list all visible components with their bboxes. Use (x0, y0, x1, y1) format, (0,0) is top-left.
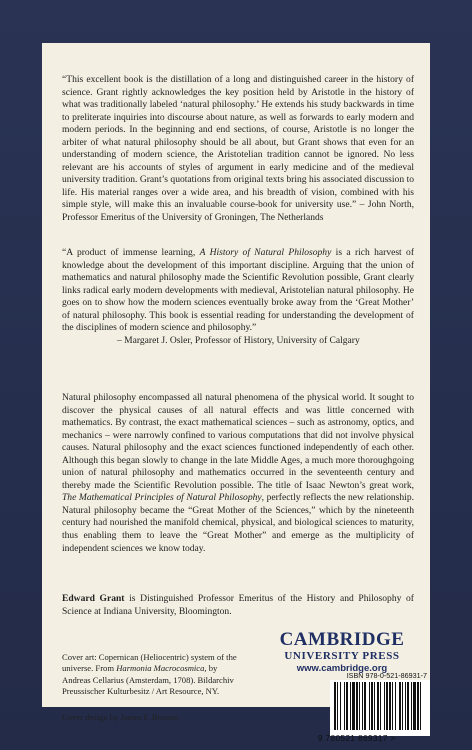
cover-art-credit (62, 652, 237, 698)
author-bio (62, 593, 414, 618)
barcode-bar (395, 682, 396, 730)
barcode-number: 9 780521 869317 > (318, 734, 396, 743)
publisher-sub: UNIVERSITY PRESS (284, 650, 400, 662)
quote-osler-attribution: – Margaret J. Osler, Professor of History, University of Calgary (117, 334, 360, 346)
barcode-bar (334, 682, 336, 730)
description-part2: , perfectly reflects the new relationship. Natural philosophy became the “Great Mother of the Sciences,” which by the nineteenth century had nourished the manifold chemical, physical, and biological sciences to maturity, thus enabling them to leave the “Great Mother” and emerge as the multiplicity of independent sciences we know today. (62, 492, 414, 554)
review-quote-osler (62, 247, 414, 347)
barcode-bar (350, 682, 351, 730)
barcode-bar (384, 682, 385, 730)
author-bio-paragraph (62, 593, 414, 618)
quote-osler-text (62, 247, 414, 335)
barcode-bar (380, 682, 381, 730)
barcode-bar (399, 682, 401, 730)
barcode-bar (344, 682, 345, 730)
cover-art-part1: Cover art: Copernican (Heliocentric) system of the universe. From (62, 652, 237, 674)
barcode-bar (371, 682, 373, 730)
publisher-url: www.cambridge.org (296, 663, 388, 674)
publisher-logo (262, 630, 422, 675)
barcode-bar (413, 682, 416, 730)
newton-work-title: The Mathematical Principles of Natural Philosophy (62, 492, 262, 504)
description-paragraph (62, 392, 414, 555)
barcode-bar (340, 682, 341, 730)
barcode-bar (405, 682, 406, 730)
barcode-bar (362, 682, 363, 730)
barcode-bar (337, 682, 338, 730)
isbn-label: ISBN 978-0-521-86931-7 (346, 671, 427, 680)
barcode-bar (369, 682, 370, 730)
cover-art-title: Harmonia Macrocosmica (116, 663, 205, 674)
review-quote-north (62, 74, 414, 225)
barcode-bar (407, 682, 409, 730)
barcode-bar (386, 682, 388, 730)
barcode-bar (359, 682, 360, 730)
publisher-name: CAMBRIDGE (279, 629, 405, 650)
description-part1: Natural philosophy encompassed all natural phenomena of the physical world. It sought to discover the physical causes of all natural effects and was little concerned with mathematics. By contrast, the exact mathematical sciences – such as astronomy, optics, and mechanics – were narrowly confined to various computations that did not involve physical causes. Natural philosophy and the exact sciences functioned independently of each other. Although this began slowly to change in the late Middle Ages, a much more thoroughgoing union of natural philosophy and mathematics occurred in the seventeenth century and thereby made the Scientific Revolution possible. The title of Isaac Newton’s great work, (62, 392, 414, 491)
barcode-bar (417, 682, 419, 730)
cover-design-credit: Cover design by James F. Brisson (62, 712, 179, 722)
cover-art-part2: , by Andreas Cellarius (Amsterdam, 1708). Bildarchiv Preussischer Kulturbesitz / Art Resource, NY. (62, 663, 234, 697)
quote-north-text: “This excellent book is the distillation of a long and distinguished career in the history of science. Grant rightly acknowledges the key position held by Aristotle in the history of what was traditionally labeled ‘natural philosophy.’ He extends his study backwards in time to preliterate inquiries into discourse about nature, as well as forwards to early modern and modern periods. In the beginning and end sections, of course, Aristotle is no longer the arbiter of what natural philosophy should be all about, but Grant shows that even for an understanding of modern science, the Aristotelian tradition cannot be ignored. No less relevant are his accounts of styles of argument in early medicine and of the medieval university tradition. Grant’s quotations from original texts bring his associated discussion to life. His material ranges over a wide area, and his breadth of vision, combined with his simple style, will make this an invaluable course-book for university use.” – John North, Professor Emeritus of the University of Groningen, The Netherlands (62, 74, 414, 224)
barcode-bar (411, 682, 412, 730)
quote-osler-before: “A product of immense learning, (62, 247, 200, 258)
barcode-bar (346, 682, 348, 730)
barcode (330, 680, 430, 736)
barcode-bar (392, 682, 393, 730)
barcode-bar (352, 682, 355, 730)
barcode-bar (374, 682, 375, 730)
barcode-bars (330, 680, 430, 732)
book-description (62, 392, 414, 555)
barcode-bar (402, 682, 403, 730)
author-name: Edward Grant (62, 593, 125, 604)
barcode-bar (364, 682, 366, 730)
barcode-bar (420, 682, 421, 730)
barcode-bar (356, 682, 358, 730)
barcode-bar (377, 682, 379, 730)
author-bio-text: is Distinguished Professor Emeritus of the History and Philosophy of Science at Indiana University, Bloomington. (62, 593, 414, 617)
quote-osler-book-title: A History of Natural Philosophy (199, 247, 332, 258)
quote-osler-after: is a rich harvest of knowledge about the development of this important discipline. Arguing that the union of mathematics and natural philosophy made the Scientific Revolution possible, Grant clearly links radical early modern developments with medieval, Aristotelian natural philosophy. He goes on to show how the modern sciences eventually broke away from the ‘Great Mother’ of natural philosophy. This book is essential reading for understanding the development of the disciplines of modern science and philosophy.” (62, 247, 415, 334)
barcode-bar (389, 682, 391, 730)
